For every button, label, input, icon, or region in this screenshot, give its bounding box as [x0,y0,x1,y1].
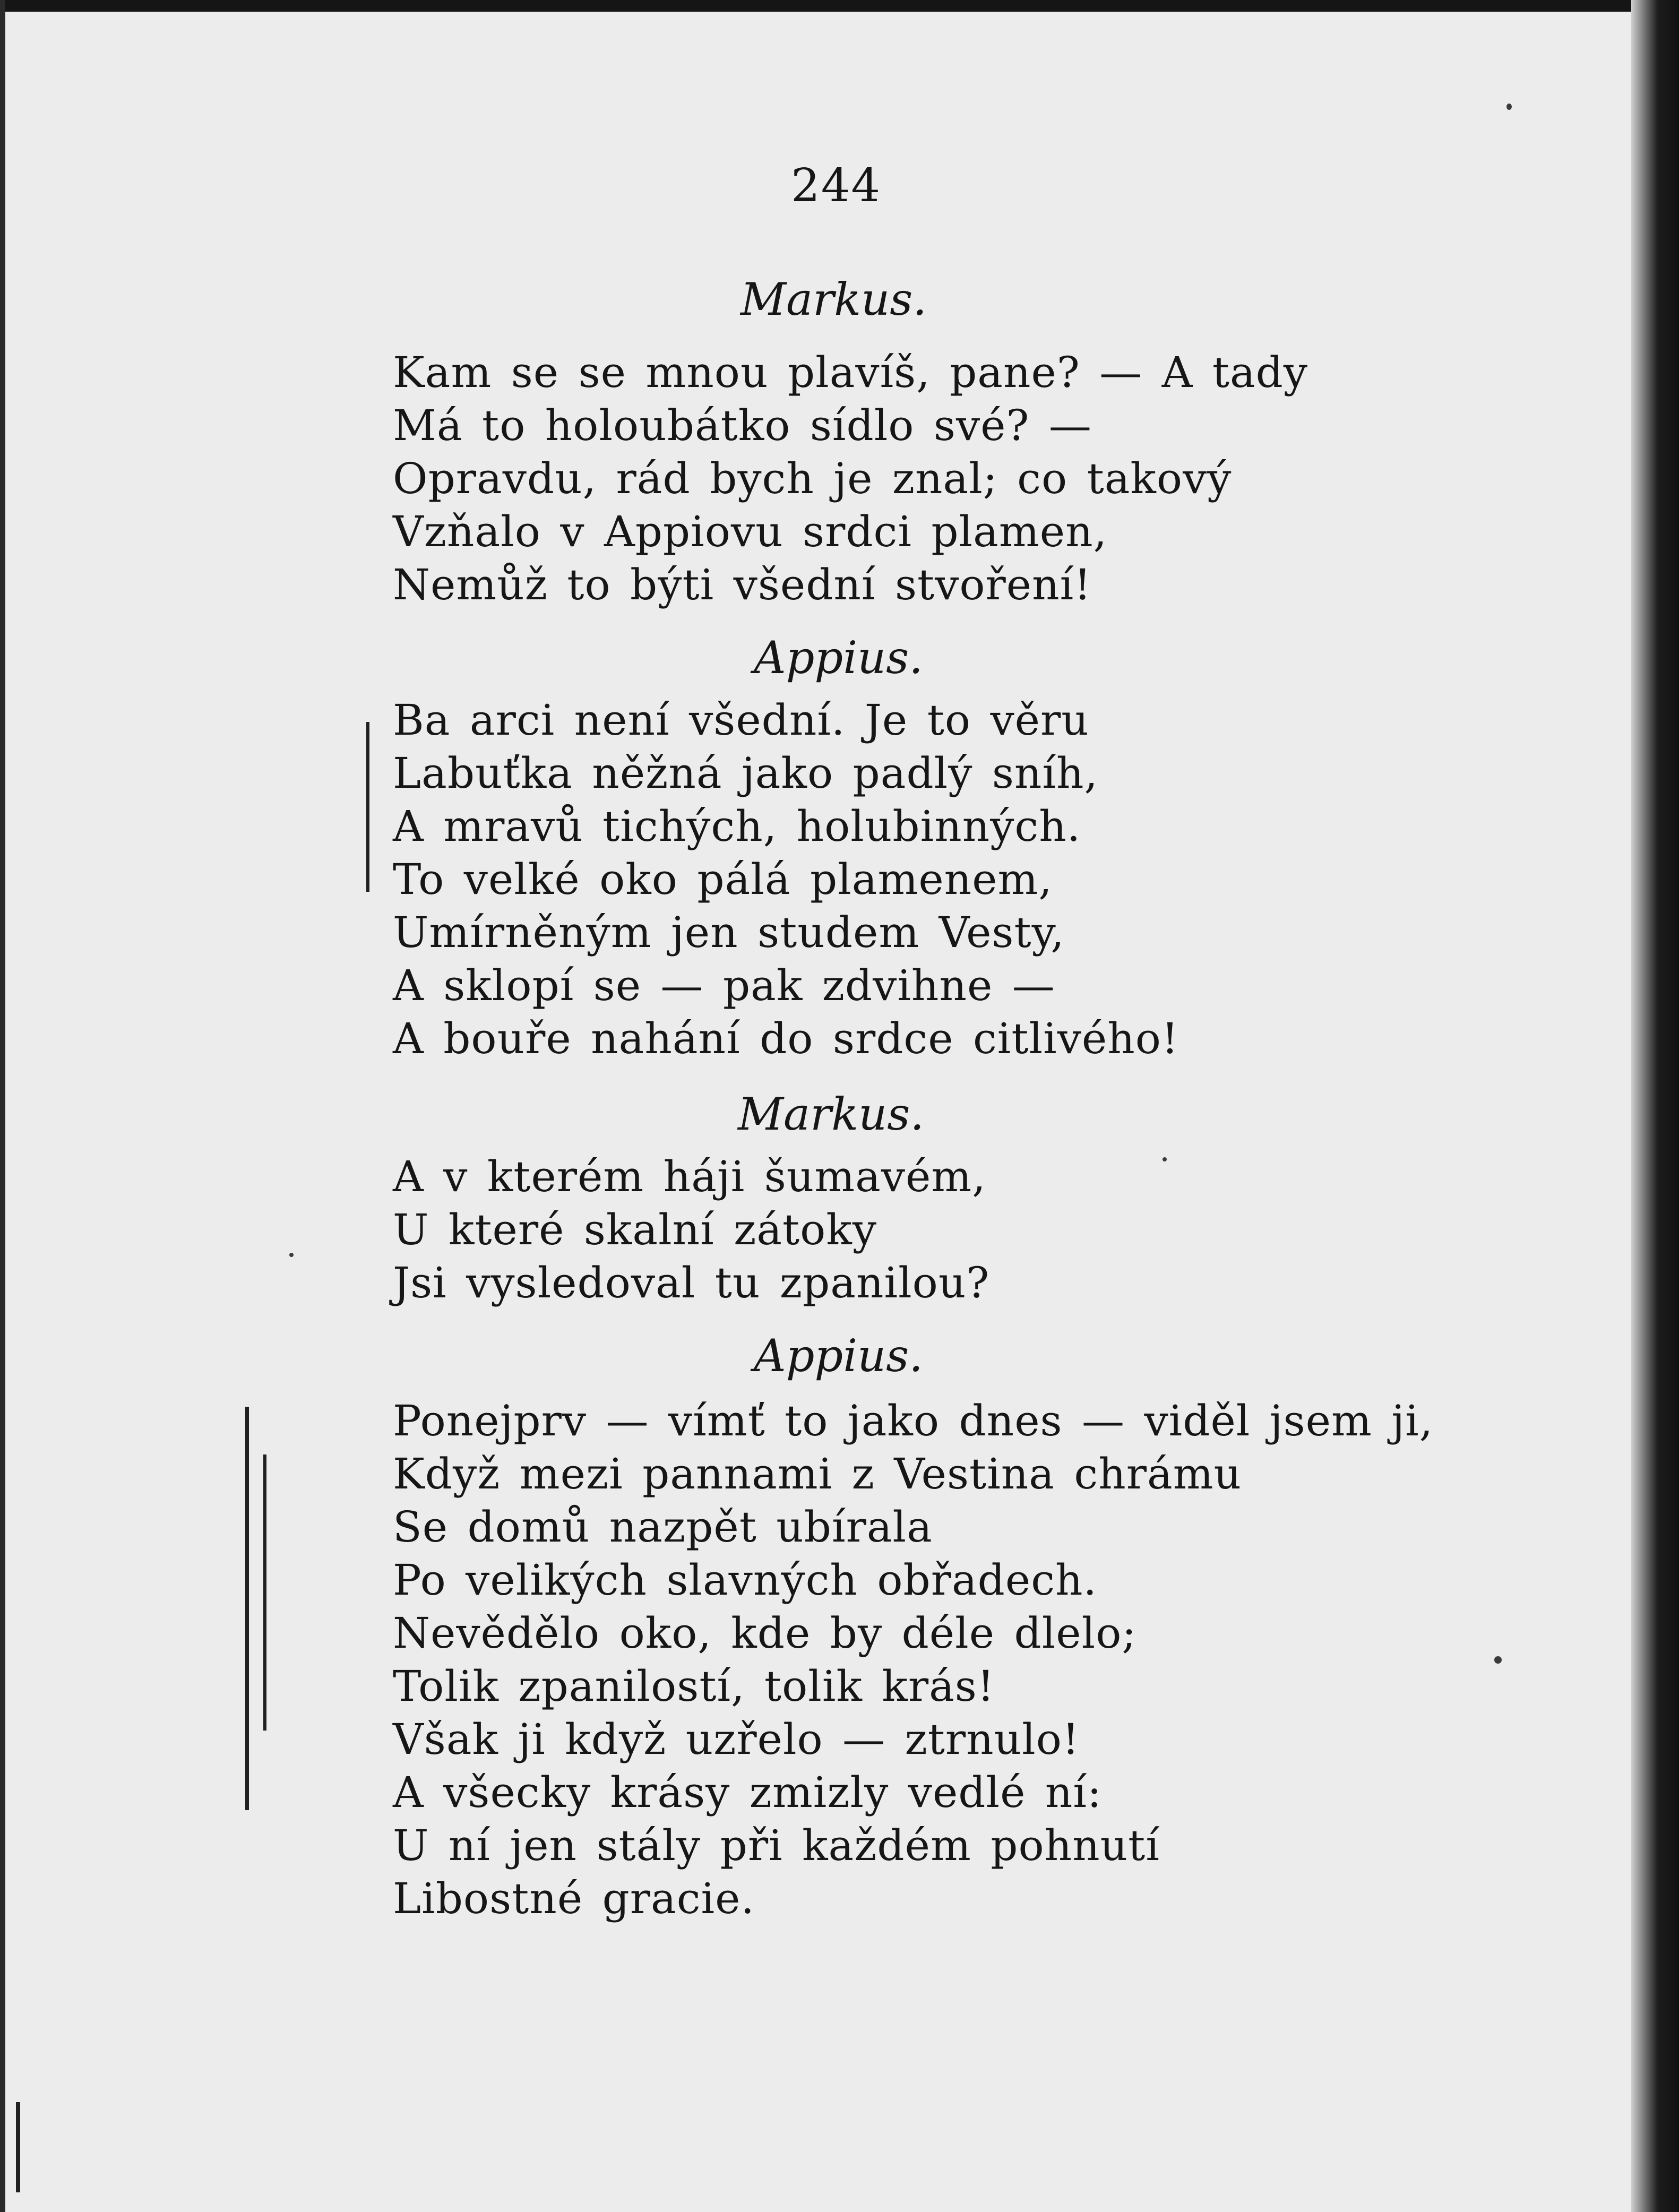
scan-speck [1163,1157,1167,1161]
page-number: 244 [791,159,882,212]
margin-pencil-mark [366,722,369,892]
speaker-markus-1: Markus. [741,273,927,325]
verse-line: U které skalní zátoky [393,1205,877,1254]
verse-line: Umírněným jen studem Vesty, [393,908,1065,957]
verse-line: A všecky krásy zmizly vedlé ní: [393,1768,1102,1817]
verse-line: Nevědělo oko, kde by déle dlelo; [393,1608,1137,1658]
verse-line: Ba arci není všední. Je to věru [393,695,1089,745]
speaker-appius-2: Appius. [754,1330,923,1382]
verse-line: Libostné gracie. [393,1874,755,1923]
verse-line: To velké oko pálá plamenem, [393,855,1053,904]
scan-speck [1506,104,1512,110]
verse-line: Tolik zpanilostí, tolik krás! [393,1662,995,1711]
verse-line: Opravdu, rád bych je znal; co takový [393,454,1232,503]
verse-line: Jsi vysledoval tu zpanilou? [393,1258,990,1307]
speaker-markus-2: Markus. [738,1088,925,1140]
verse-line: Vzňalo v Appiovu srdci plamen, [393,507,1108,556]
scan-speck [1494,1656,1502,1664]
verse-line: Labuťka něžná jako padlý sníh, [393,748,1098,798]
verse-line: A bouře nahání do srdce citlivého! [393,1014,1179,1063]
scan-right-edge [1631,0,1679,2212]
verse-line: Má to holoubátko sídlo své? — [393,401,1092,450]
verse-line: U ní jen stály při každém pohnutí [393,1821,1160,1870]
verse-line: A v kterém háji šumavém, [393,1152,986,1201]
margin-pencil-mark [245,1407,249,1810]
scan-speck [289,1253,294,1257]
margin-pencil-mark [263,1454,266,1731]
verse-line: Nemůž to býti všední stvoření! [393,560,1092,609]
verse-line: A mravů tichých, holubinných. [393,802,1081,851]
scan-top-edge [0,0,1679,12]
verse-line: Však ji když uzřelo — ztrnulo! [393,1715,1080,1764]
speaker-appius-1: Appius. [754,632,923,684]
verse-line: Kam se se mnou plavíš, pane? — A tady [393,348,1308,397]
verse-line: A sklopí se — pak zdvihne — [393,961,1055,1010]
verse-line: Ponejprv — vímť to jako dnes — viděl jsem ji, [393,1396,1434,1445]
margin-pencil-mark [16,2102,20,2192]
verse-line: Se domů nazpět ubírala [393,1502,933,1552]
verse-line: Po velikých slavných obřadech. [393,1555,1097,1605]
verse-line: Když mezi pannami z Vestina chrámu [393,1449,1242,1499]
scan-left-edge [0,0,5,2212]
